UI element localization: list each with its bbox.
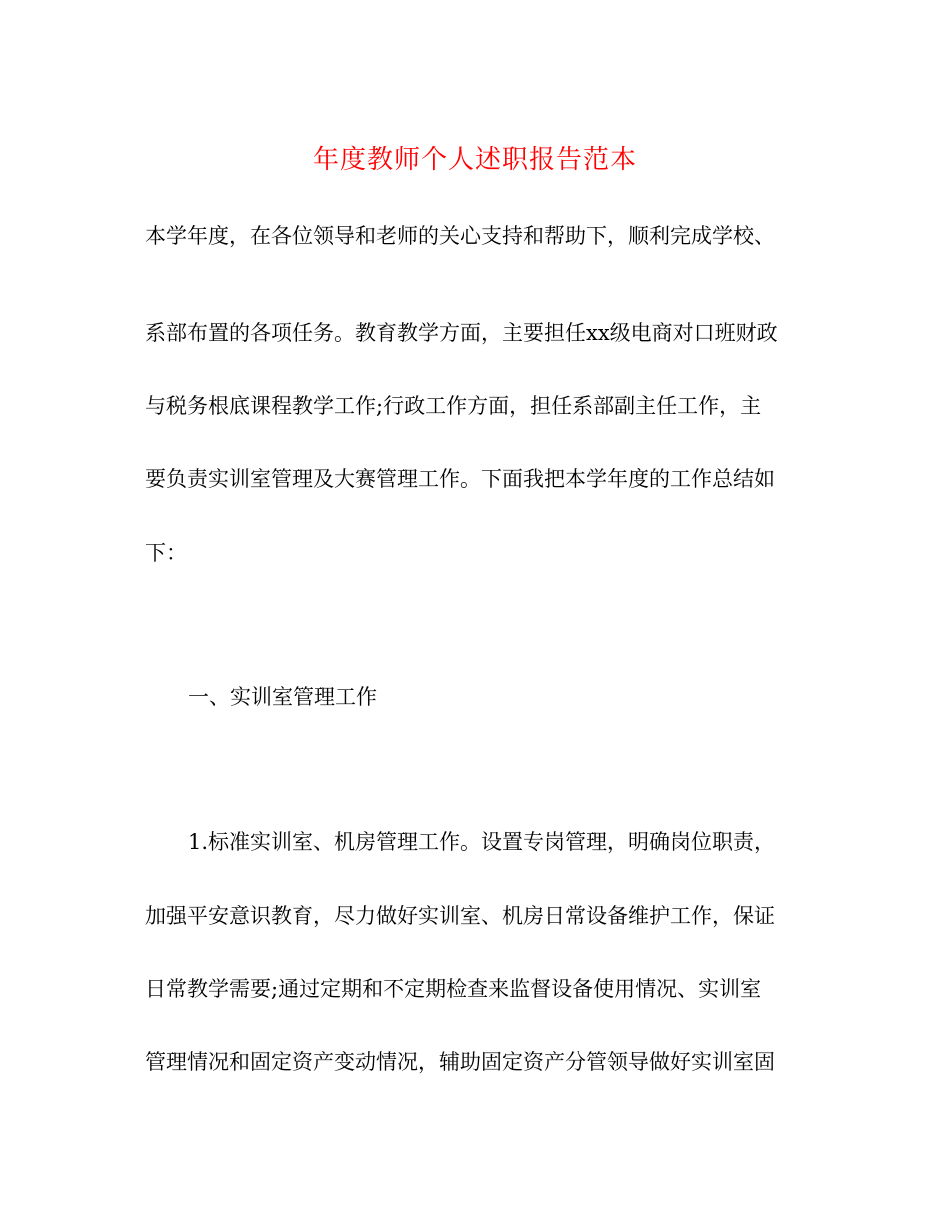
- section-heading: 一、实训室管理工作: [188, 685, 377, 709]
- item1-line-1: 1.标准实训室、机房管理工作。设置专岗管理，明确岗位职责，: [188, 830, 776, 854]
- intro-line-3: 与税务根底课程教学工作;行政工作方面，担任系部副主任工作，主: [145, 394, 762, 418]
- item1-line-2: 加强平安意识教育，尽力做好实训室、机房日常设备维护工作，保证: [145, 904, 775, 928]
- intro-line-5: 下：: [145, 541, 187, 565]
- intro-line-2: 系部布置的各项任务。教育教学方面，主要担任xx级电商对口班财政: [145, 321, 778, 345]
- item1-line-4: 管理情况和固定资产变动情况，辅助固定资产分管领导做好实训室固: [145, 1050, 775, 1074]
- document-title: 年度教师个人述职报告范本: [312, 145, 637, 175]
- item1-line-3: 日常教学需要;通过定期和不定期检查来监督设备使用情况、实训室: [145, 977, 762, 1001]
- intro-line-1: 本学年度，在各位领导和老师的关心支持和帮助下，顺利完成学校、: [145, 224, 775, 248]
- intro-line-4: 要负责实训室管理及大赛管理工作。下面我把本学年度的工作总结如: [145, 467, 775, 491]
